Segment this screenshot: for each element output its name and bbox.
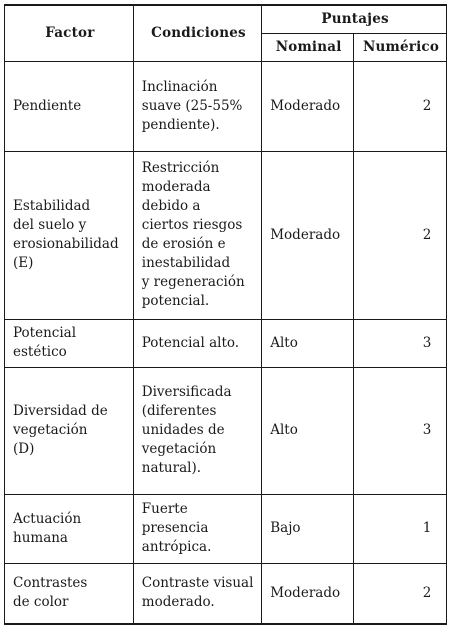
cell-condiciones: Inclinación suave (25-55% pendiente). <box>133 61 261 151</box>
cell-factor: Actuación humana <box>5 494 134 563</box>
cell-factor: Potencial estético <box>5 319 134 367</box>
cell-nominal: Bajo <box>262 494 354 563</box>
cell-numerico: 3 <box>354 319 447 367</box>
cell-condiciones: Contraste visual moderado. <box>133 563 261 624</box>
cell-nominal: Moderado <box>262 151 354 319</box>
header-factor: Factor <box>5 5 134 61</box>
cell-nominal: Alto <box>262 367 354 494</box>
cell-condiciones: Potencial alto. <box>133 319 261 367</box>
cell-factor: Pendiente <box>5 61 134 151</box>
cell-numerico: 2 <box>354 151 447 319</box>
cell-nominal: Alto <box>262 319 354 367</box>
table-row <box>5 367 447 494</box>
header-condiciones: Condiciones <box>133 5 261 61</box>
cell-numerico: 2 <box>354 563 447 624</box>
cell-factor: Contrastes de color <box>5 563 134 624</box>
table-row <box>5 494 447 563</box>
table-row <box>5 151 447 319</box>
cell-factor: Estabilidad del suelo y erosionabilidad (E) <box>5 151 134 319</box>
table-row <box>5 563 447 624</box>
cell-nominal: Moderado <box>262 61 354 151</box>
cell-numerico: 3 <box>354 367 447 494</box>
cell-condiciones: Diversificada (diferentes unidades de vegetación natural). <box>133 367 261 494</box>
cell-numerico: 2 <box>354 61 447 151</box>
header-numerico: Numérico <box>354 33 447 61</box>
cell-factor: Diversidad de vegetación (D) <box>5 367 134 494</box>
cell-condiciones: Restricción moderada debido a ciertos riesgos de erosión e inestabilidad y regeneración potencial. <box>133 151 261 319</box>
cell-nominal: Moderado <box>262 563 354 624</box>
cell-condiciones: Fuerte presencia antrópica. <box>133 494 261 563</box>
header-puntajes: Puntajes <box>262 5 447 33</box>
cell-numerico: 1 <box>354 494 447 563</box>
table-row <box>5 319 447 367</box>
table-row <box>5 61 447 151</box>
scores-table-container <box>4 4 447 625</box>
header-nominal: Nominal <box>262 33 354 61</box>
landscape-scores-table <box>4 4 447 625</box>
